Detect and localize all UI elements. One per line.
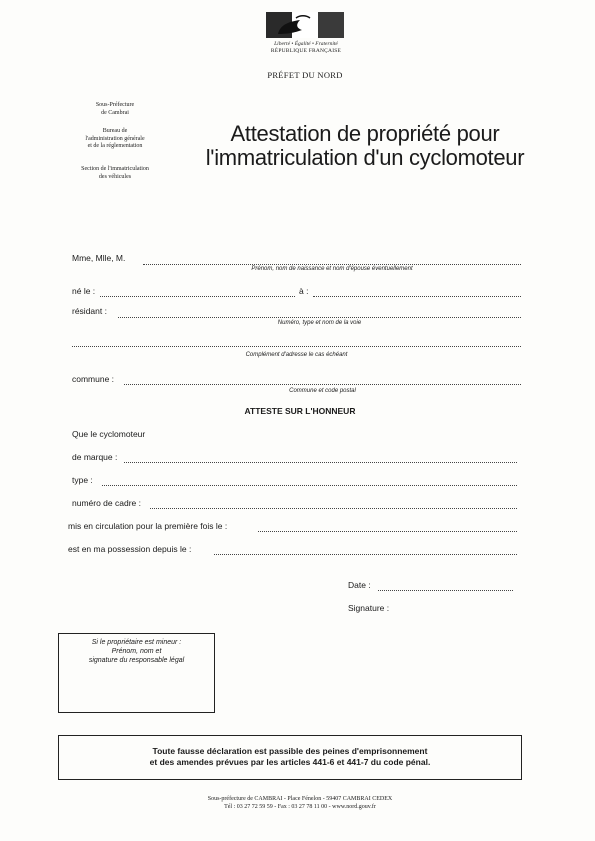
street-hint: Numéro, type et nom de la voie <box>277 320 362 326</box>
office-line: l'administration générale <box>85 135 145 142</box>
minor-line: signature du responsable légal <box>88 657 185 664</box>
name-hint: Prénom, nom de naissance et nom d'épouse éventuellement <box>251 266 413 272</box>
footer-phone-web: Tél : 03 27 72 59 59 - Fax : 03 27 78 11 00 - www.nord.gouv.fr <box>224 804 376 810</box>
document-title <box>195 122 535 170</box>
republic-motto: Liberté • Égalité • Fraternité <box>274 41 338 47</box>
first-registration-field[interactable] <box>258 531 517 532</box>
office-line: Section de l'immatriculation <box>81 166 149 172</box>
possession-date-field[interactable] <box>214 554 517 555</box>
type-field[interactable] <box>102 485 517 486</box>
footer-contact <box>140 795 460 811</box>
street-field[interactable] <box>118 317 521 318</box>
name-label: Mme, Mlle, M. <box>72 253 126 263</box>
brand-field[interactable] <box>124 462 517 463</box>
office-line: Bureau de <box>102 128 128 134</box>
republic-label: RÉPUBLIQUE FRANÇAISE <box>270 48 342 54</box>
name-field[interactable] <box>143 264 521 265</box>
first-registration-label: mis en circulation pour la première fois le : <box>68 521 228 531</box>
date-field[interactable] <box>378 590 513 591</box>
possession-label: est en ma possession depuis le : <box>68 544 192 554</box>
frame-number-label: numéro de cadre : <box>72 498 141 508</box>
date-label: Date : <box>348 580 371 590</box>
office-subprefecture <box>60 102 170 117</box>
title-line-1: Attestation de propriété pour <box>230 121 500 146</box>
minor-line: Si le propriétaire est mineur : <box>91 639 182 646</box>
legal-warning <box>59 746 521 768</box>
office-line: de Cambrai <box>101 109 129 116</box>
office-line: Sous-Préfecture <box>95 102 135 108</box>
commune-field[interactable] <box>124 384 521 385</box>
warning-line-2: et des amendes prévues par les articles 441-6 et 441-7 du code pénal. <box>149 757 431 767</box>
birthplace-label: à : <box>299 286 309 296</box>
minor-signature-box[interactable] <box>58 633 215 713</box>
commune-hint: Commune et code postal <box>289 388 356 394</box>
minor-line: Prénom, nom et <box>111 648 162 655</box>
office-line: des véhicules <box>98 173 132 180</box>
type-label: type : <box>72 475 93 485</box>
birthplace-field[interactable] <box>313 296 521 297</box>
signature-label: Signature : <box>348 603 390 613</box>
address-complement-field[interactable] <box>72 346 521 347</box>
minor-instructions <box>59 638 214 665</box>
office-line: et de la réglementation <box>87 143 143 149</box>
frame-number-field[interactable] <box>150 508 517 509</box>
born-label: né le : <box>72 286 96 296</box>
warning-line-1: Toute fausse déclaration est passible des peines d'emprisonnement <box>152 746 428 756</box>
title-line-2: l'immatriculation d'un cyclomoteur <box>205 145 525 170</box>
office-bureau <box>60 128 170 151</box>
prefet-heading: PRÉFET DU NORD <box>267 70 343 80</box>
marianne-logo <box>266 12 344 38</box>
commune-label: commune : <box>72 374 115 384</box>
legal-warning-box <box>58 735 522 780</box>
birthdate-field[interactable] <box>100 296 295 297</box>
residing-label: résidant : <box>72 306 107 316</box>
moped-intro: Que le cyclomoteur <box>72 429 146 439</box>
complement-hint: Complément d'adresse le cas échéant <box>245 352 348 358</box>
office-section <box>60 166 170 181</box>
footer-address: Sous-préfecture de CAMBRAI - Place Fénelon - 59407 CAMBRAI CEDEX <box>207 796 393 802</box>
attest-heading: ATTESTE SUR L'HONNEUR <box>244 406 356 416</box>
brand-label: de marque : <box>72 452 118 462</box>
